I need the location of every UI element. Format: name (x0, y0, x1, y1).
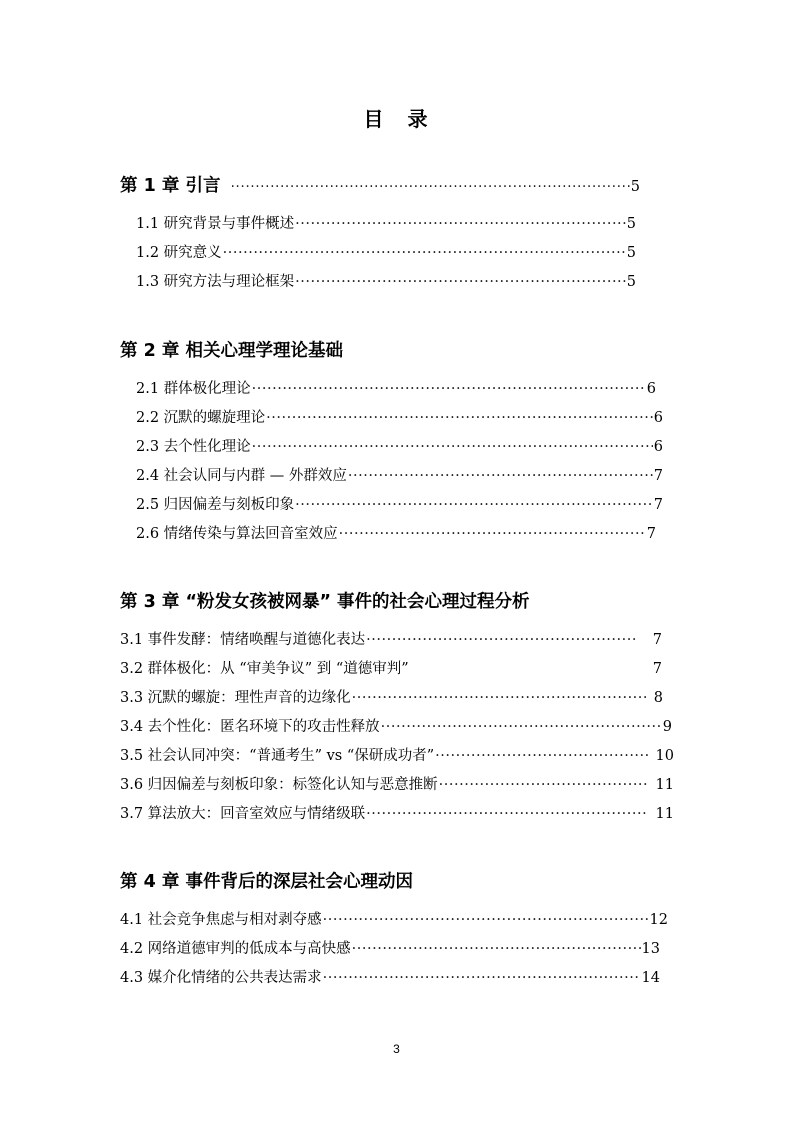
toc-entry-1-1[interactable] (136, 212, 636, 233)
toc-entry-3-3[interactable] (120, 686, 663, 707)
leader-dots (230, 179, 629, 195)
toc-chapter-4[interactable]: 第 4 章 事件背后的深层社会心理动因 (120, 872, 413, 892)
leader-dots (435, 748, 647, 764)
leader-dots (323, 912, 649, 928)
page-number: 6 (646, 381, 656, 397)
toc-entry-1-2[interactable] (136, 241, 636, 262)
entry-label: 4.2 网络道德审判的低成本与高快感 (120, 941, 351, 957)
page-number: 5 (626, 274, 636, 290)
toc-entry-2-1[interactable] (136, 377, 656, 398)
page-number: 6 (653, 410, 663, 426)
page-number: 7 (652, 632, 662, 648)
chapter-label: 第 1 章 引言 (120, 176, 221, 196)
page-number: 14 (641, 970, 660, 986)
entry-label: 3.4 去个性化：匿名环境下的攻击性释放 (120, 719, 380, 735)
toc-title: 目 录 (363, 107, 430, 131)
page-number: 7 (646, 526, 656, 542)
toc-entry-1-3[interactable] (136, 270, 636, 291)
toc-chapter-3[interactable]: 第 3 章 “粉发女孩被网暴” 事件的社会心理过程分析 (120, 592, 530, 612)
entry-label: 3.3 沉默的螺旋：理性声音的边缘化 (120, 690, 351, 706)
toc-entry-2-3[interactable] (136, 435, 663, 456)
leader-dots (366, 806, 647, 822)
entry-label: 1.2 研究意义 (136, 245, 222, 261)
entry-label: 3.1 事件发酵：情绪唤醒与道德化表达 (120, 632, 366, 648)
entry-label: 3.2 群体极化：从 “审美争议” 到 “道德审判” (120, 661, 409, 677)
leader-dots (439, 777, 648, 793)
leader-dots (266, 410, 653, 426)
page-number: 13 (641, 941, 660, 957)
entry-label: 2.4 社会认同与内群 — 外群效应 (136, 468, 347, 484)
entry-label: 1.1 研究背景与事件概述 (136, 216, 295, 232)
entry-label: 2.2 沉默的螺旋理论 (136, 410, 266, 426)
entry-label: 4.3 媒介化情绪的公共表达需求 (120, 970, 322, 986)
page-number: 12 (649, 912, 668, 928)
leader-dots (366, 632, 637, 648)
leader-dots (352, 941, 641, 957)
entry-label: 2.6 情绪传染与算法回音室效应 (136, 526, 338, 542)
leader-dots (295, 216, 626, 232)
entry-label: 2.5 归因偏差与刻板印象 (136, 497, 295, 513)
leader-dots (252, 381, 646, 397)
toc-entry-3-2[interactable] (120, 657, 662, 678)
toc-entry-3-6[interactable] (120, 773, 674, 794)
entry-label: 2.1 群体极化理论 (136, 381, 251, 397)
leader-dots (295, 274, 626, 290)
toc-entry-2-6[interactable] (136, 522, 656, 543)
page-number: 11 (655, 806, 674, 822)
footer-page-number: 3 (393, 1042, 400, 1056)
toc-entry-3-4[interactable] (120, 715, 672, 736)
toc-entry-2-2[interactable] (136, 406, 663, 427)
leader-dots (352, 690, 646, 706)
page-number: 10 (655, 748, 674, 764)
entry-label: 3.7 算法放大：回音室效应与情绪级联 (120, 806, 366, 822)
entry-label: 3.5 社会认同冲突：“普通考生” vs “保研成功者” (120, 748, 435, 764)
page-number: 5 (626, 216, 636, 232)
toc-entry-4-3[interactable] (120, 966, 660, 987)
page-number: 5 (626, 245, 636, 261)
page-number: 7 (652, 661, 662, 677)
leader-dots (295, 497, 653, 513)
entry-label: 3.6 归因偏差与刻板印象：标签化认知与恶意推断 (120, 777, 438, 793)
leader-dots (223, 245, 626, 261)
toc-chapter-1[interactable] (120, 172, 640, 197)
page-number: 9 (662, 719, 672, 735)
leader-dots (252, 439, 653, 455)
leader-dots (348, 468, 653, 484)
toc-entry-3-7[interactable] (120, 802, 674, 823)
toc-entry-2-4[interactable] (136, 464, 663, 485)
page-number: 5 (630, 179, 640, 195)
toc-entry-4-2[interactable] (120, 937, 660, 958)
entry-label: 4.1 社会竞争焦虑与相对剥夺感 (120, 912, 322, 928)
entry-label: 1.3 研究方法与理论框架 (136, 274, 295, 290)
leader-dots (381, 719, 662, 735)
toc-chapter-2[interactable]: 第 2 章 相关心理学理论基础 (120, 341, 343, 361)
toc-entry-4-1[interactable] (120, 908, 668, 929)
leader-dots (323, 970, 641, 986)
page-number: 8 (653, 690, 663, 706)
toc-entry-3-1[interactable] (120, 628, 662, 649)
page-number: 11 (655, 777, 674, 793)
page-number: 6 (653, 439, 663, 455)
leader-dots (339, 526, 646, 542)
entry-label: 2.3 去个性化理论 (136, 439, 251, 455)
page-number: 7 (653, 497, 663, 513)
toc-entry-3-5[interactable] (120, 744, 674, 765)
toc-entry-2-5[interactable] (136, 493, 663, 514)
page-number: 7 (653, 468, 663, 484)
